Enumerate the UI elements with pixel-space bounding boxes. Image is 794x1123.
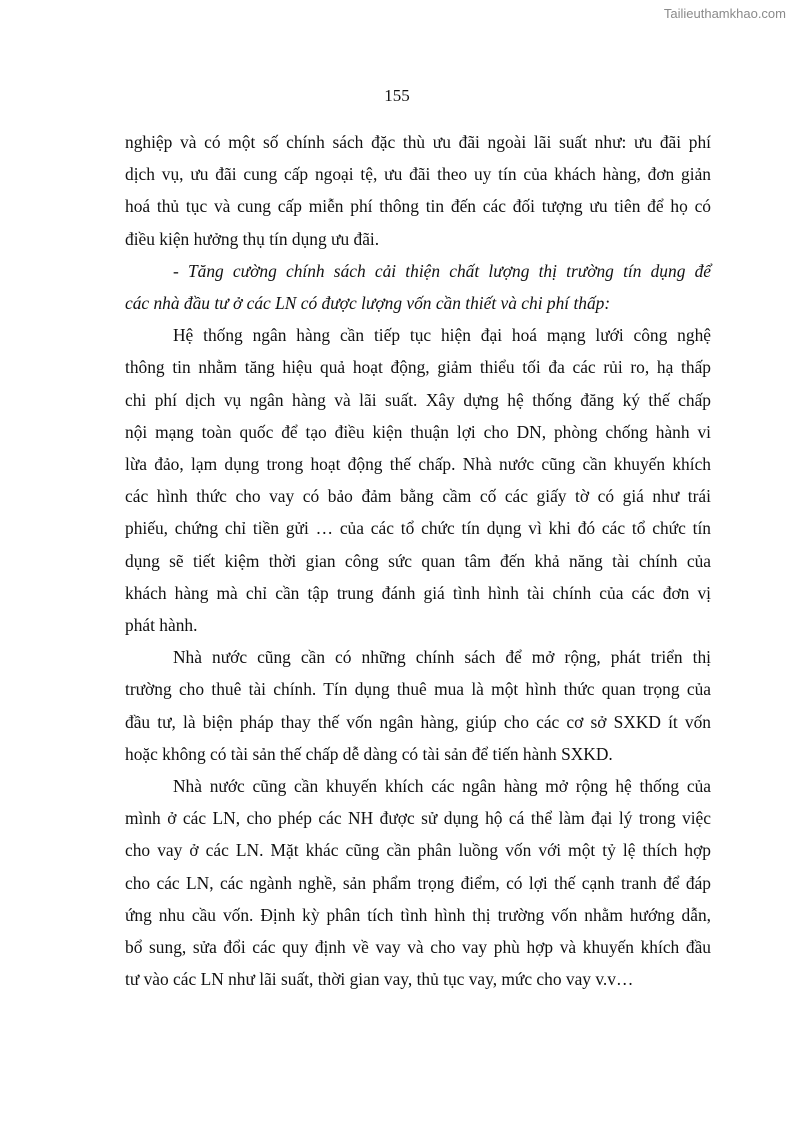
text-line: đầu tư, là biện pháp thay thế vốn ngân hàng, giúp cho các cơ sở SXKD ít vốn [125, 711, 711, 732]
page-number: 155 [384, 86, 410, 105]
text-line: hoặc không có tài sản thế chấp dễ dàng có tài sản để tiến hành SXKD. [125, 743, 613, 764]
text-line: Nhà nước cũng cần khuyến khích các ngân hàng mở rộng hệ thống của [173, 776, 711, 797]
paragraph-2 [125, 319, 711, 641]
watermark: Tailieuthamkhao.com [663, 6, 786, 21]
heading-line: - Tăng cường chính sách cải thiện chất lượng thị trường tín dụng để [173, 260, 711, 281]
text-line: phát hành. [125, 615, 198, 636]
text-line: dịch vụ, ưu đãi cung cấp ngoại tệ, ưu đãi theo uy tín của khách hàng, đơn giản [125, 164, 711, 185]
text-line: Nhà nước cũng cần có những chính sách để mở rộng, phát triển thị [173, 647, 711, 668]
text-line: khách hàng mà chỉ cần tập trung đánh giá tình hình tài chính của các đơn vị [125, 582, 711, 603]
text-line: lừa đảo, lạm dụng trong hoạt động thế chấp. Nhà nước cũng cần khuyến khích [125, 454, 711, 475]
text-line: hoá thủ tục và cung cấp miễn phí thông tin đến các đối tượng ưu tiên để họ có [125, 196, 711, 217]
text-line: cho các LN, các ngành nghề, sản phẩm trọng điểm, có lợi thế cạnh tranh để đáp [125, 872, 711, 893]
text-line: tư vào các LN như lãi suất, thời gian vay, thủ tục vay, mức cho vay v.v… [125, 969, 634, 990]
paragraph-1 [125, 126, 711, 255]
text-line: mình ở các LN, cho phép các NH được sử dụng hộ cá thể làm đại lý trong việc [125, 808, 711, 829]
text-line: dụng sẽ tiết kiệm thời gian công sức quan tâm đến khả năng tài chính của [125, 550, 711, 571]
text-line: Hệ thống ngân hàng cần tiếp tục hiện đại hoá mạng lưới công nghệ [173, 325, 711, 346]
paragraph-4 [125, 770, 711, 995]
text-line: bổ sung, sửa đổi các quy định về vay và cho vay phù hợp và khuyến khích đầu [125, 937, 711, 958]
document-body [125, 126, 711, 995]
text-line: nghiệp và có một số chính sách đặc thù ưu đãi ngoài lãi suất như: ưu đãi phí [125, 132, 711, 152]
text-line: các hình thức cho vay có bảo đảm bằng cầm cố các giấy tờ có giá như trái [125, 486, 711, 507]
text-line: ứng nhu cầu vốn. Định kỳ phân tích tình hình thị trường vốn nhằm hướng dẫn, [125, 904, 711, 925]
text-line: điều kiện hưởng thụ tín dụng ưu đãi. [125, 228, 380, 249]
text-line: thông tin nhằm tăng hiệu quả hoạt động, giảm thiểu tối đa các rủi ro, hạ thấp [125, 357, 711, 378]
paragraph-3 [125, 641, 711, 770]
text-line: nội mạng toàn quốc để tạo điều kiện thuận lợi cho DN, phòng chống hành vi [125, 421, 711, 442]
section-heading [125, 255, 711, 319]
heading-line: các nhà đầu tư ở các LN có được lượng vốn cần thiết và chi phí thấp: [125, 293, 611, 314]
text-line: trường cho thuê tài chính. Tín dụng thuê mua là một hình thức quan trọng của [125, 679, 711, 700]
text-line: phiếu, chứng chỉ tiền gửi … của các tổ chức tín dụng vì khi đó các tổ chức tín [125, 518, 711, 539]
text-line: chi phí dịch vụ ngân hàng và lãi suất. Xây dựng hệ thống đăng ký thế chấp [125, 389, 711, 410]
text-line: cho vay ở các LN. Mặt khác cũng cần phân luồng vốn với một tỷ lệ thích hợp [125, 840, 711, 861]
